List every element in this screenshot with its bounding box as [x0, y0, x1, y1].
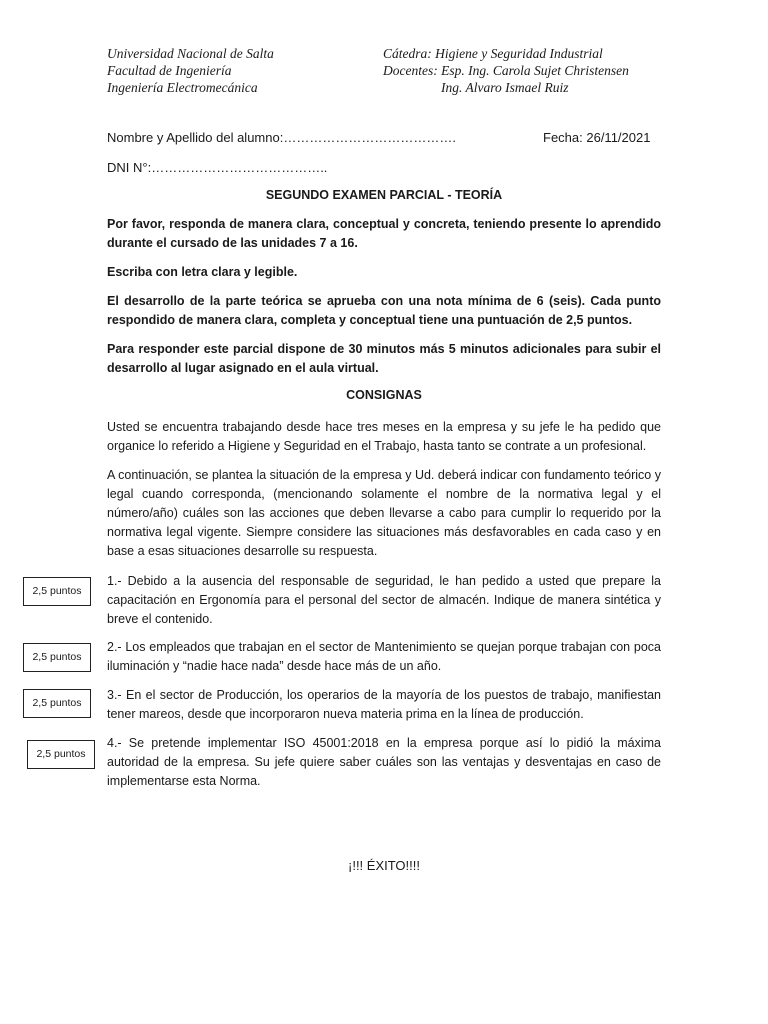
exam-title: SEGUNDO EXAMEN PARCIAL - TEORÍA	[265, 188, 503, 202]
faculty-name: Facultad de Ingeniería	[107, 63, 232, 78]
question-3: 3.- En el sector de Producción, los operarios de la mayoría de los puestos de trabajo, manifiestan tener mareos, desde que incorporaron nueva materia prima en la línea de producción.	[107, 688, 661, 721]
closing-message: ¡!!! ÉXITO!!!!	[348, 858, 420, 873]
teacher-1: Docentes: Esp. Ing. Carola Sujet Christensen	[383, 63, 629, 78]
question-4: 4.- Se pretende implementar ISO 45001:2018 en la empresa porque así lo pidió la máxima autoridad de la empresa. Su jefe quiere saber cuáles son las ventajas y desventajas en caso de implementarse esta Norma.	[107, 736, 661, 788]
question-1: 1.- Debido a la ausencia del responsable de seguridad, le han pedido a usted que prepare la capacitación en Ergonomía para el personal del sector de almacén. Indique de manera sintética y breve el contenido.	[107, 574, 661, 626]
question-2: 2.- Los empleados que trabajan en el sector de Mantenimiento se quejan porque trabajan con poca iluminación y “nadie hace nada” desde hace más de un año.	[107, 640, 661, 673]
exam-date: Fecha: 26/11/2021	[543, 130, 651, 145]
dni-line: DNI N°:…………………………………..	[107, 160, 328, 175]
points-box-2: 2,5 puntos	[23, 643, 91, 672]
points-box-3: 2,5 puntos	[23, 689, 91, 718]
instruction-2: Escriba con letra clara y legible.	[107, 265, 298, 279]
points-box-4: 2,5 puntos	[27, 740, 95, 769]
intro-paragraph-2: A continuación, se plantea la situación de la empresa y Ud. deberá indicar con fundamento teórico y legal cuando corresponda, (mencionando solamente el nombre de la normativa legal y el número/año) cuáles son las acciones que deben llevarse a cabo para cumplir lo requerido por la normativa legal vigente. Siempre considere las situaciones más desfavorables en cada caso y en base a esas situaciones desarrolle su respuesta.	[107, 468, 661, 558]
institution-header	[107, 45, 274, 96]
instruction-3: El desarrollo de la parte teórica se aprueba con una nota mínima de 6 (seis). Cada punto respondido de manera clara, completa y conceptual tiene una puntuación de 2,5 puntos.	[107, 294, 661, 327]
instruction-4: Para responder este parcial dispone de 30 minutos más 5 minutos adicionales para subir el desarrollo al lugar asignado en el aula virtual.	[107, 342, 661, 375]
points-box-1: 2,5 puntos	[23, 577, 91, 606]
course-name: Cátedra: Higiene y Seguridad Industrial	[383, 46, 603, 61]
career-name: Ingeniería Electromecánica	[107, 80, 258, 95]
instruction-1: Por favor, responda de manera clara, conceptual y concreta, teniendo presente lo aprendido durante el cursado de las unidades 7 a 16.	[107, 217, 661, 250]
teacher-2: Ing. Alvaro Ismael Ruiz	[441, 80, 569, 95]
section-title: CONSIGNAS	[346, 388, 422, 402]
student-name-line: Nombre y Apellido del alumno:………………………………….	[107, 130, 456, 145]
course-header	[383, 45, 629, 96]
intro-paragraph-1: Usted se encuentra trabajando desde hace tres meses en la empresa y su jefe le ha pedido que organice lo referido a Higiene y Seguridad en el Trabajo, hasta tanto se contrate a un profesional.	[107, 420, 661, 453]
university-name: Universidad Nacional de Salta	[107, 46, 274, 61]
